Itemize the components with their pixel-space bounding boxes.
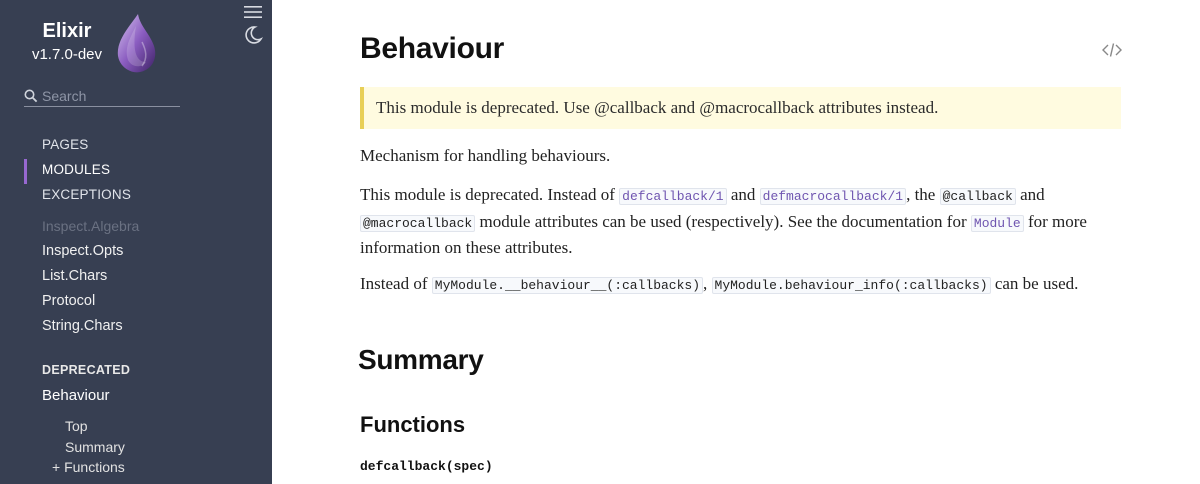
sidebar-tabs	[24, 134, 131, 209]
text-segment: ,	[703, 274, 712, 293]
alternative-paragraph	[360, 272, 1130, 299]
menu-icon[interactable]	[243, 4, 263, 20]
code-macrocallback: @macrocallback	[360, 215, 475, 232]
text-segment: can be used.	[990, 274, 1079, 293]
main-content	[272, 0, 1200, 484]
summary-heading: Summary	[358, 344, 484, 375]
section-link-summary[interactable]: Summary	[65, 438, 125, 455]
defcallback-link[interactable]	[619, 185, 726, 204]
section-link-top[interactable]: Top	[65, 418, 88, 434]
section-link-functions[interactable]: + Functions	[52, 459, 125, 475]
view-source-icon[interactable]	[1102, 42, 1122, 58]
tab-modules[interactable]: MODULES	[24, 159, 131, 184]
deprecation-paragraph	[360, 183, 1130, 261]
sidebar-item-protocol[interactable]: Protocol	[42, 293, 96, 309]
app-name[interactable]: Elixir	[42, 20, 92, 42]
sidebar-item-inspect-algebra[interactable]: Inspect.Algebra	[42, 218, 140, 234]
code-behaviour-info: MyModule.behaviour_info(:callbacks)	[712, 277, 991, 294]
tab-pages[interactable]: PAGES	[42, 137, 89, 152]
app-version[interactable]: v1.7.0-dev	[31, 46, 103, 63]
code-behaviour-callbacks: MyModule.__behaviour__(:callbacks)	[432, 277, 703, 294]
code-callback: @callback	[940, 188, 1016, 205]
code-defcallback[interactable]: defcallback/1	[619, 188, 726, 205]
sidebar	[0, 0, 272, 484]
text-segment: Instead of	[360, 274, 432, 293]
code-defmacrocallback[interactable]: defmacrocallback/1	[760, 188, 906, 205]
tab-exceptions[interactable]: EXCEPTIONS	[42, 187, 132, 202]
deprecation-notice: This module is deprecated. Use @callback and @macrocallback attributes instead.	[360, 87, 1121, 129]
section-heading-deprecated: DEPRECATED	[42, 363, 131, 377]
text-segment: and	[1015, 185, 1045, 204]
text-segment: and	[726, 185, 760, 204]
search-input[interactable]	[42, 86, 178, 106]
module-list	[42, 241, 123, 341]
module-intro: Mechanism for handling behaviours.	[360, 146, 611, 165]
code-module[interactable]: Module	[971, 215, 1024, 232]
sidebar-item-behaviour[interactable]: Behaviour	[42, 387, 110, 404]
sidebar-item-list-chars[interactable]: List.Chars	[42, 268, 108, 284]
search-box	[24, 86, 180, 107]
text-segment: for more information on these attributes.	[360, 211, 1087, 257]
functions-heading: Functions	[360, 412, 466, 437]
module-link[interactable]	[971, 212, 1024, 231]
function-signature-defcallback[interactable]: defcallback(spec)	[360, 459, 493, 474]
search-icon	[24, 89, 38, 103]
text-segment: , the	[906, 185, 940, 204]
sidebar-item-inspect-opts[interactable]: Inspect.Opts	[42, 243, 124, 259]
module-sections	[52, 417, 125, 479]
elixir-logo[interactable]	[112, 12, 160, 74]
page-title: Behaviour	[360, 32, 505, 65]
defmacrocallback-link[interactable]	[760, 185, 906, 204]
text-segment: This module is deprecated. Instead of	[360, 185, 620, 204]
sidebar-item-string-chars[interactable]: String.Chars	[42, 318, 123, 334]
moon-icon[interactable]	[243, 25, 263, 45]
text-segment: module attributes can be used (respectively). See the documentation for	[475, 211, 971, 231]
